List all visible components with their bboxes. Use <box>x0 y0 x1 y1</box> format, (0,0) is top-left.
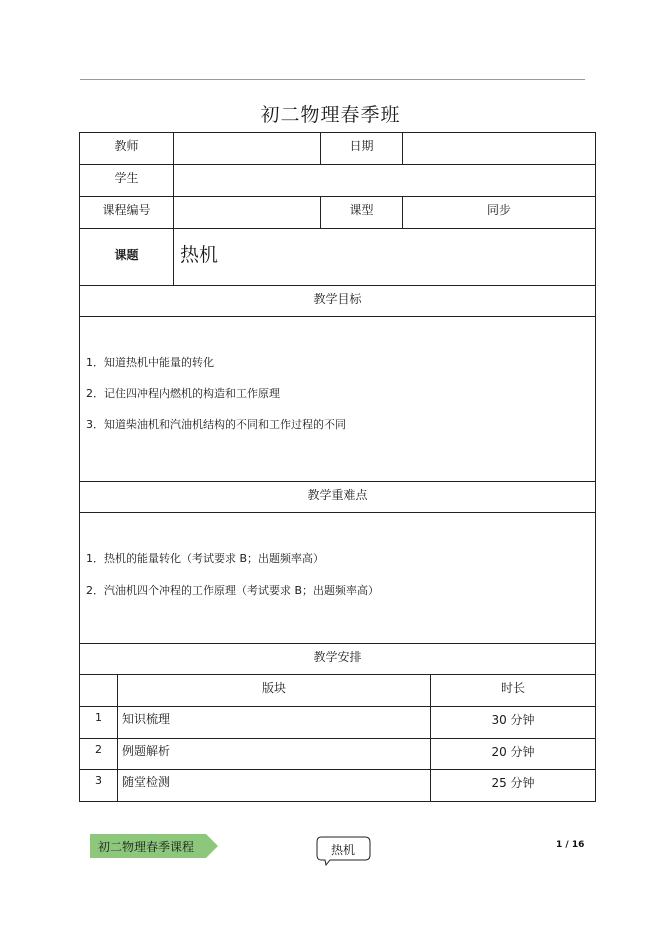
student-value[interactable] <box>180 169 590 193</box>
objectives-heading: 教学目标 <box>313 292 362 306</box>
schedule-row-duration: 20 分钟 <box>491 745 535 759</box>
header-rule <box>80 79 585 80</box>
date-label: 日期 <box>349 139 374 153</box>
schedule-row-section: 知识梳理 <box>122 712 171 726</box>
schedule-row-index: 1 <box>95 711 102 724</box>
schedule-column-section: 版块 <box>261 681 286 695</box>
speech-bubble <box>316 836 372 866</box>
document-title: 初二物理春季班 <box>260 104 401 126</box>
teacher-label: 教师 <box>114 139 139 153</box>
schedule-heading: 教学安排 <box>313 650 362 664</box>
course-tag <box>90 834 220 858</box>
objective-item: 3．知道柴油机和汽油机结构的不同和工作过程的不同 <box>86 418 346 431</box>
schedule-row-index: 2 <box>95 743 102 756</box>
bubble-label: 热机 <box>330 843 355 857</box>
teacher-value[interactable] <box>180 137 320 161</box>
key-point-item: 2．汽油机四个冲程的工作原理（考试要求 B；出题频率高） <box>86 584 380 597</box>
course-code-value[interactable] <box>180 201 320 225</box>
schedule-row-section: 随堂检测 <box>122 775 171 789</box>
topic-label: 课题 <box>114 248 139 262</box>
page-number: 1 / 16 <box>556 840 585 850</box>
student-label: 学生 <box>114 171 139 185</box>
schedule-row-duration: 30 分钟 <box>491 713 535 727</box>
schedule-row-index: 3 <box>95 774 102 787</box>
topic-value: 热机 <box>180 244 219 266</box>
date-value[interactable] <box>410 137 590 161</box>
course-type-value: 同步 <box>486 203 511 217</box>
schedule-row-section: 例题解析 <box>122 744 171 758</box>
schedule-column-duration: 时长 <box>500 681 525 695</box>
schedule-row-duration: 25 分钟 <box>491 776 535 790</box>
objective-item: 2．记住四冲程内燃机的构造和工作原理 <box>86 387 280 400</box>
course-code-label: 课程编号 <box>102 203 151 217</box>
course-type-label: 课型 <box>349 203 374 217</box>
objective-item: 1．知道热机中能量的转化 <box>86 356 214 369</box>
course-tag-label: 初二物理春季课程 <box>98 840 195 854</box>
key-point-item: 1．热机的能量转化（考试要求 B；出题频率高） <box>86 552 325 565</box>
key-points-heading: 教学重难点 <box>307 488 368 502</box>
